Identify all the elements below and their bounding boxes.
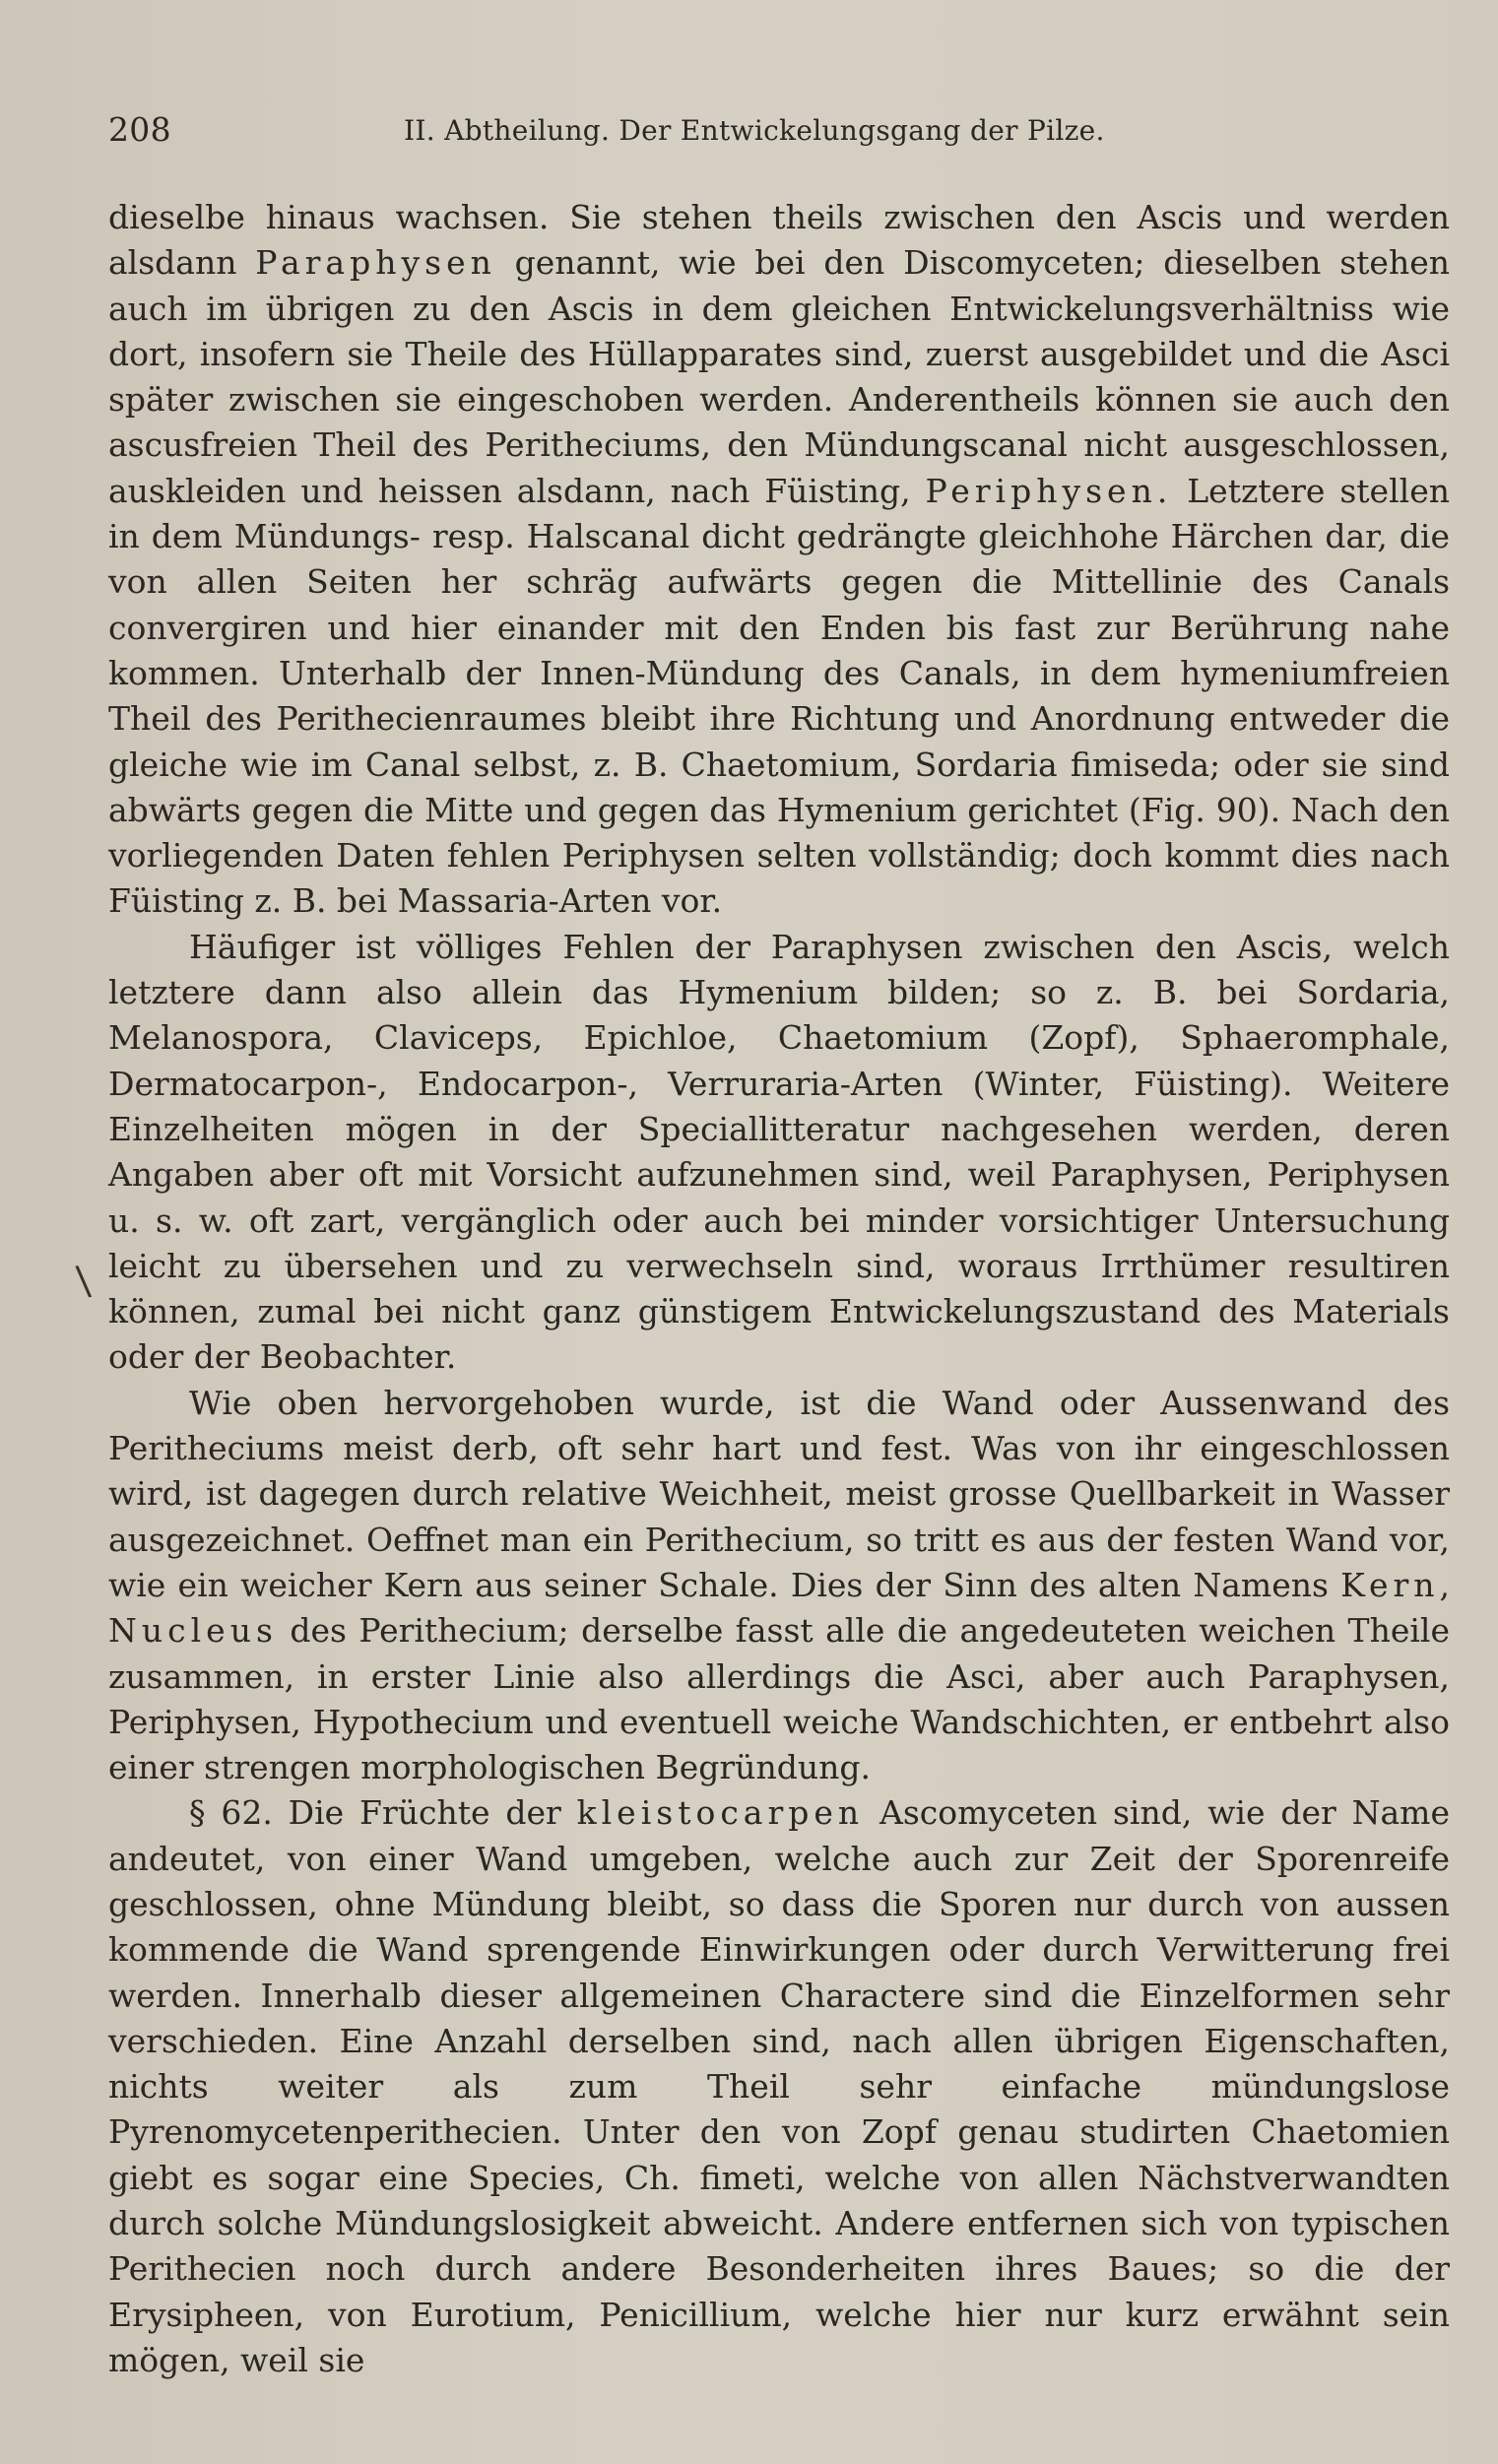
term-periphysen: Periphysen. [925, 471, 1173, 510]
p3-text-a: Wie oben hervorgehoben wurde, ist die Wand oder Aussenwand des Peritheciums meist derb, oft sehr hart und fest. Was von ihr eingeschlossen wird, ist dagegen durch relative Weichheit, meist grosse Quellbarkeit in Wasser ausgezeichnet. Oeffnet man ein Perithecium, so tritt es aus der festen Wand vor, wie ein weicher Kern aus seiner Schale. Dies der Sinn des alten Namens [108, 1383, 1450, 1604]
p4-text-b: Ascomyceten sind, wie der Name andeutet, von einer Wand umgeben, welche auch zur Zeit der Sporenreife geschlossen, ohne Mündung bleibt, so dass die Sporen nur durch von aussen kommende die Wand sprengende Einwirkungen oder durch Verwitterung frei werden. Innerhalb dieser allgemeinen Charactere sind die Einzelformen sehr verschieden. Eine Anzahl derselben sind, nach allen übrigen Eigenschaften, nichts weiter als zum Theil sehr einfache mündungslose Pyrenomycetenperithecien. Unter den von Zopf genau studirten Chaetomien giebt es sogar eine Species, Ch. fimeti, welche von allen Nächstverwandten durch solche Mündungslosigkeit abweicht. Andere entfernen sich von typischen Perithecien noch durch andere Besonderheiten ihres Baues; so die der Erysipheen, von Eurotium, Penicillium, welche hier nur kurz erwähnt sein mögen, weil sie [108, 1793, 1450, 2379]
page-body [108, 195, 1450, 2383]
page-number: 208 [108, 110, 171, 149]
term-paraphysen: Paraphysen [255, 243, 496, 283]
p3-text-b: , [1439, 1565, 1450, 1604]
paragraph-2: Häufiger ist völliges Fehlen der Paraphysen zwischen den Ascis, welch letztere dann also allein das Hymenium bilden; so z. B. bei Sordaria, Melanospora, Claviceps, Epichloe, Chaetomium (Zopf), Sphaeromphale, Dermatocarpon-, Endocarpon-, Verruraria-Arten (Winter, Füisting). Weitere Einzelheiten mögen in der Speciallitteratur nachgesehen werden, deren Angaben aber oft mit Vorsicht aufzunehmen sind, weil Paraphysen, Periphysen u. s. w. oft zart, vergänglich oder auch bei minder vorsichtiger Untersuchung leicht zu übersehen und zu verwechseln sind, woraus Irrthümer resultiren können, zumal bei nicht ganz günstigem Entwickelungszustand des Materials oder der Beobachter. [108, 927, 1450, 1377]
term-kleistocarpen: kleistocarpen [576, 1793, 865, 1833]
term-kern: Kern [1340, 1565, 1440, 1604]
p3-text-c: des Perithecium; derselbe fasst alle die angedeuteten weichen Theile zusammen, in erster Linie also allerdings die Asci, aber auch Paraphysen, Periphysen, Hypothecium und eventuell weiche Wandschichten, er entbehrt also einer strengen morphologischen Begründung. [108, 1611, 1450, 1787]
p1-text-b: genannt, wie bei den Discomyceten; dieselben stehen auch im übrigen zu den Ascis in dem gleichen Entwickelungsverhältniss wie dort, insofern sie Theile des Hüllapparates sind, zuerst ausgebildet und die Asci später zwischen sie eingeschoben werden. Anderentheils können sie auch den ascusfreien Theil des Peritheciums, den Mündungscanal nicht ausgeschlossen, auskleiden und heissen alsdann, nach Füisting, [108, 243, 1450, 510]
paragraph-1 [108, 195, 1450, 925]
margin-mark: \ [74, 1258, 93, 1305]
running-head: II. Abtheilung. Der Entwickelungsgang der Pilze. [404, 114, 1105, 147]
p1-text-a: dieselbe hinaus wachsen. Sie stehen theils zwischen den Ascis und werden alsdann [108, 198, 1450, 283]
p1-text-c: Letztere stellen in dem Mündungs- resp. Halscanal dicht gedrängte gleichhohe Härchen dar, die von allen Seiten her schräg aufwärts gegen die Mittellinie des Canals convergiren und hier einander mit den Enden bis fast zur Berührung nahe kommen. Unterhalb der Innen-Mündung des Canals, in dem hymeniumfreien Theil des Perithecienraumes bleibt ihre Richtung und Anordnung entweder die gleiche wie im Canal selbst, z. B. Chaetomium, Sordaria fimiseda; oder sie sind abwärts gegen die Mitte und gegen das Hymenium gerichtet (Fig. 90). Nach den vorliegenden Daten fehlen Periphysen selten vollständig; doch kommt dies nach Füisting z. B. bei Massaria-Arten vor. [108, 471, 1450, 921]
paragraph-3 [108, 1381, 1450, 1791]
paragraph-4 [108, 1790, 1450, 2383]
p4-text-a: § 62. Die Früchte der [189, 1793, 577, 1833]
term-nucleus: Nucleus [108, 1611, 278, 1651]
